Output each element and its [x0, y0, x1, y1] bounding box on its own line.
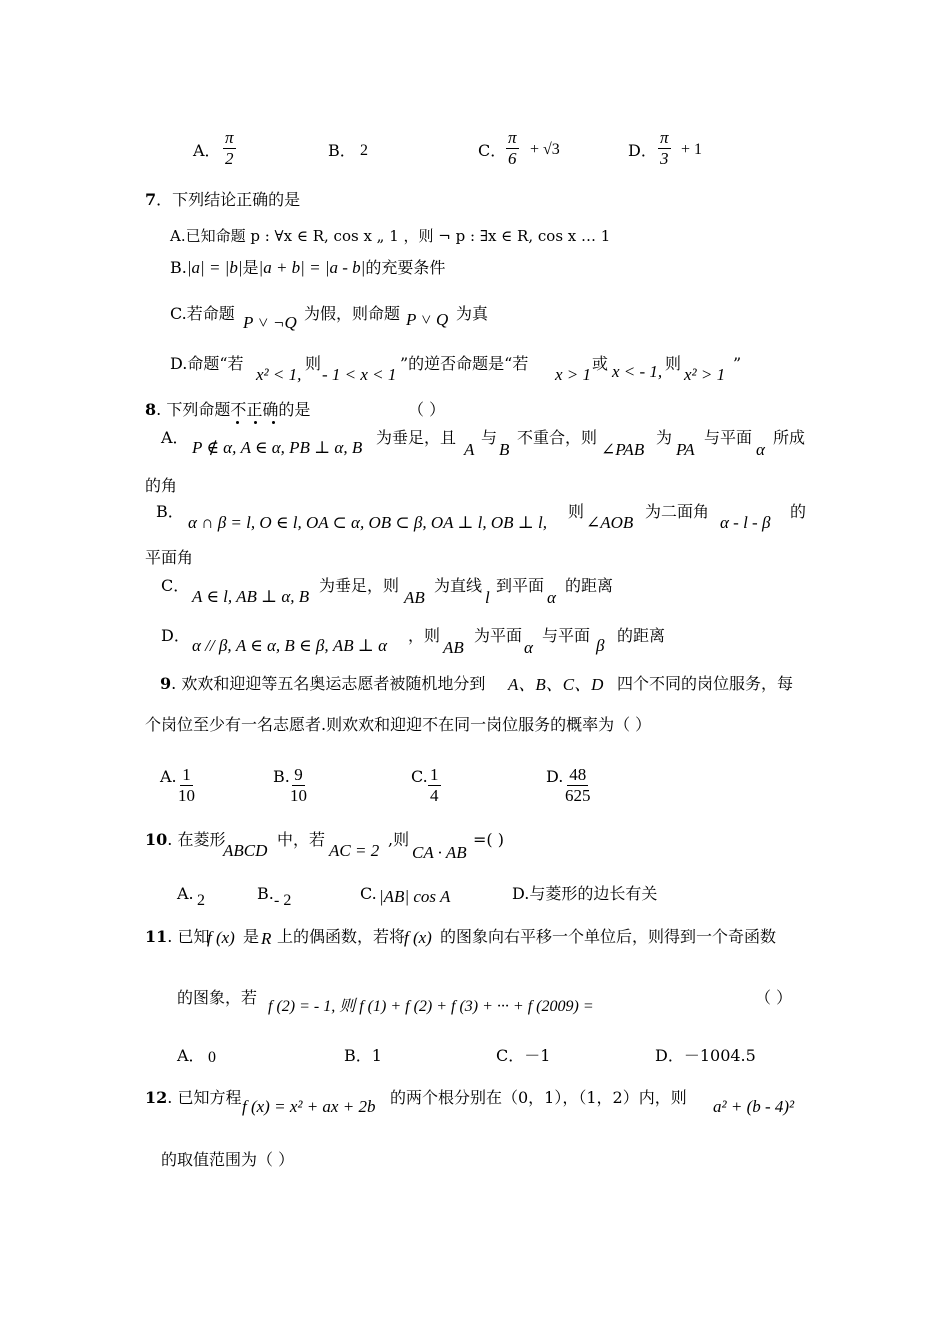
q7-option-d-mid: ”的逆否命题是“若 — [400, 354, 529, 373]
q8-option-d-text3: 与平面 — [542, 626, 591, 645]
q8-option-a-text1: 为垂足，且 — [376, 428, 457, 447]
q8-option-c-text3: 到平面 — [496, 576, 545, 595]
q8-option-b-continued: 平面角 — [145, 548, 194, 567]
q10-expression: CA · AB — [412, 843, 467, 862]
q7-option-d-math5: x² > 1 — [684, 365, 726, 384]
q8-option-c-line: l — [485, 588, 490, 607]
q11-stem-part1: . 已知 — [167, 927, 210, 946]
q11-fx-2: f (x) — [404, 928, 432, 947]
q7-option-d-math3: x > 1 — [555, 365, 592, 384]
q8-option-d-math: α // β, A ∈ α, B ∈ β, AB ⊥ α — [192, 636, 388, 655]
q8-option-a-point-b: B — [499, 440, 510, 459]
q12-stem-part1: . 已知方程 — [167, 1088, 242, 1107]
q9-option-c-label: C. — [411, 767, 428, 786]
q11-option-a-label: A． — [177, 1046, 205, 1065]
q8-option-d-label: D． — [161, 626, 190, 645]
q8-option-b-text3: 的 — [790, 502, 807, 521]
q7-number: 7 — [145, 190, 157, 209]
q7-option-d-math1: x² < 1, — [256, 365, 302, 384]
q6-option-c-tail: + √3 — [530, 141, 560, 158]
q10-stem-part1: . 在菱形 — [167, 830, 226, 849]
q12-equation: f (x) = x² + ax + 2b — [242, 1097, 376, 1116]
q8-option-c-text4: 的距离 — [565, 576, 614, 595]
q12-number: 12 — [145, 1088, 168, 1107]
q8-option-a-label: A． — [161, 428, 189, 447]
q9-option-d-label: D. — [546, 767, 564, 786]
q7-option-b-math2: |a + b| = |a - b| — [258, 258, 366, 277]
q12-stem-part3: 的取值范围为（ ） — [161, 1150, 295, 1169]
q6-option-d-label: D． — [628, 141, 657, 160]
q8-option-a-alpha: α — [756, 440, 765, 459]
q9-option-c-fraction: $\frac{1}{4}$ — [430, 765, 439, 805]
q9-option-b-label: B. — [273, 767, 290, 786]
q9-number: 9 — [160, 674, 172, 693]
q9-stem-part2: 四个不同的岗位服务，每 — [617, 674, 794, 693]
q11-fx-1: f (x) — [207, 928, 235, 947]
q11-stem-part3: 上的偶函数，若将 — [277, 927, 406, 946]
q8-stem: . 下列命题不正确的是 — [156, 400, 311, 419]
q8-option-d-ab: AB — [443, 638, 464, 657]
q8-option-c-math: A ∈ l, AB ⊥ α, B — [192, 587, 310, 606]
q7-option-d-math2: - 1 < x < 1 — [322, 365, 397, 384]
q8-option-b-text2: 为二面角 — [645, 502, 710, 521]
q10-stem-part3: ,则 — [388, 830, 410, 849]
q9-stem-part3: 个岗位至少有一名志愿者.则欢欢和迎迎不在同一岗位服务的概率为（ ） — [145, 715, 652, 734]
q7-option-b-math1: |a| = |b| — [186, 258, 243, 277]
q7-stem: ．下列结论正确的是 — [156, 190, 301, 209]
q8-option-c-text1: 为垂足，则 — [319, 576, 400, 595]
q8-option-b-text1: 则 — [568, 502, 585, 521]
q11-stem-part4: 的图象向右平移一个单位后，则得到一个奇函数 — [440, 927, 777, 946]
q11-option-b: B．1 — [344, 1046, 382, 1065]
q8-answer-paren: （ ） — [408, 400, 446, 419]
q9-option-d-fraction: $\frac{48}{625}$ — [565, 765, 591, 805]
q8-option-b-dihedral: α - l - β — [720, 513, 771, 532]
q11-option-a-value: 0 — [208, 1049, 216, 1066]
q6-option-d-fraction: $\frac{\pi}{3}$ — [660, 128, 669, 168]
q8-option-a-point-a: A — [464, 440, 475, 459]
q6-option-d-tail: + 1 — [681, 141, 703, 158]
q7-option-d-or: 或 — [592, 354, 609, 373]
q6-option-a-fraction: $\frac{\pi}{2}$ — [225, 128, 234, 168]
q10-stem-part4: =( ) — [473, 830, 504, 849]
q9-option-a-fraction: $\frac{1}{10}$ — [178, 765, 195, 805]
q8-option-c-label: C． — [161, 576, 190, 595]
q8-option-d-text2: 为平面 — [474, 626, 523, 645]
q8-option-a-pa: PA — [676, 440, 695, 459]
q9-stem-part1: . 欢欢和迎迎等五名奥运志愿者被随机地分到 — [171, 674, 486, 693]
q11-option-d: D．－1004.5 — [655, 1046, 756, 1065]
q8-option-d-beta: β — [596, 636, 605, 655]
q12-stem-part2: 的两个根分别在（0，1），（1，2）内，则 — [390, 1088, 687, 1107]
q6-option-a-label: A． — [193, 141, 221, 160]
q9-letters: A、B、C、D — [508, 675, 604, 694]
q6-option-b-label: B． — [328, 141, 356, 160]
q10-option-c-label: C. — [360, 884, 377, 903]
q8-option-d-text1: ，则 — [408, 626, 441, 645]
emphasis-dot — [272, 421, 275, 424]
q8-option-c-ab: AB — [404, 588, 425, 607]
q7-option-c-tail: 为真 — [456, 304, 489, 323]
q9-option-b-fraction: $\frac{9}{10}$ — [290, 765, 307, 805]
q7-option-a: A.已知命题 p : ∀x ∈ R, cos x „ 1 ，则 ¬ p : ∃x ∈ R, cos x … 1 — [170, 227, 611, 245]
q8-option-a-text3: 不重合，则 — [517, 428, 598, 447]
q11-option-c: C．－1 — [496, 1046, 551, 1065]
q8-option-d-alpha: α — [524, 638, 533, 657]
q11-stem-part2: 是 — [243, 927, 260, 946]
q6-option-b-value: 2 — [360, 142, 368, 159]
q8-option-b-label: B． — [156, 502, 184, 521]
q10-stem-part2: 中，若 — [277, 830, 326, 849]
q7-option-b-tail: 的充要条件 — [365, 258, 446, 277]
q8-option-a-text4: 为 — [656, 428, 673, 447]
q10-option-a-value: 2 — [197, 892, 205, 909]
q7-option-c-prefix: C.若命题 — [170, 304, 235, 323]
q8-option-a-angle: ∠PAB — [601, 440, 645, 459]
q6-option-c-label: C． — [478, 141, 507, 160]
q7-option-d-then2: 则 — [665, 354, 682, 373]
q10-option-a-label: A. — [177, 884, 194, 903]
q7-option-b-prefix: B. — [170, 258, 187, 277]
q8-option-c-text2: 为直线 — [434, 576, 483, 595]
q7-option-b-mid: 是 — [242, 258, 259, 277]
q8-number: 8 — [145, 400, 157, 419]
emphasis-dot — [236, 421, 239, 424]
q11-stem-part5: 的图象，若 — [177, 988, 258, 1007]
q10-option-c-value: |AB| cos A — [379, 887, 451, 906]
q7-option-c-math2: P ˅ Q — [406, 310, 449, 329]
q8-option-b-math: α ∩ β = l, O ∈ l, OA ⊂ α, OB ⊂ β, OA ⊥ l, OB ⊥ l, — [188, 513, 548, 532]
q7-option-d-math4: x < - 1, — [612, 362, 663, 381]
q8-option-a-math: P ∉ α, A ∈ α, PB ⊥ α, B — [192, 438, 363, 457]
q10-option-b-label: B. — [257, 884, 274, 903]
q11-expression: f (2) = - 1, 则 f (1) + f (2) + f (3) + ··· + f (2009) = — [268, 998, 594, 1015]
q8-option-b-angle: ∠AOB — [586, 513, 634, 532]
q6-option-c-fraction: $\frac{\pi}{6}$ — [508, 128, 517, 168]
q10-ac: AC = 2 — [329, 841, 380, 860]
q10-abcd: ABCD — [223, 841, 268, 860]
q10-number: 10 — [145, 830, 168, 849]
q8-option-d-text4: 的距离 — [617, 626, 666, 645]
q8-option-c-alpha: α — [547, 588, 556, 607]
q10-option-d: D.与菱形的边长有关 — [512, 884, 658, 903]
q7-option-c-math1: P ˅ ¬Q — [243, 313, 297, 332]
q11-answer-paren: （ ） — [755, 988, 793, 1007]
q8-option-a-text5: 与平面 — [704, 428, 753, 447]
emphasis-dot — [254, 421, 257, 424]
q11-number: 11 — [145, 927, 168, 946]
q8-option-a-text2: 与 — [481, 428, 498, 447]
q10-option-b-value: - 2 — [274, 892, 292, 909]
q7-option-d-then1: 则 — [305, 354, 322, 373]
q8-option-a-text6: 所成 — [773, 428, 806, 447]
q12-expression: a² + (b - 4)² — [713, 1097, 795, 1116]
q9-option-a-label: A. — [160, 767, 177, 786]
q7-option-d-end: ” — [733, 354, 742, 373]
q11-real-set: R — [261, 929, 272, 948]
q7-option-c-mid: 为假，则命题 — [304, 304, 401, 323]
q8-option-a-continued: 的角 — [145, 476, 178, 495]
q7-option-d-prefix: D.命题“若 — [170, 354, 244, 373]
